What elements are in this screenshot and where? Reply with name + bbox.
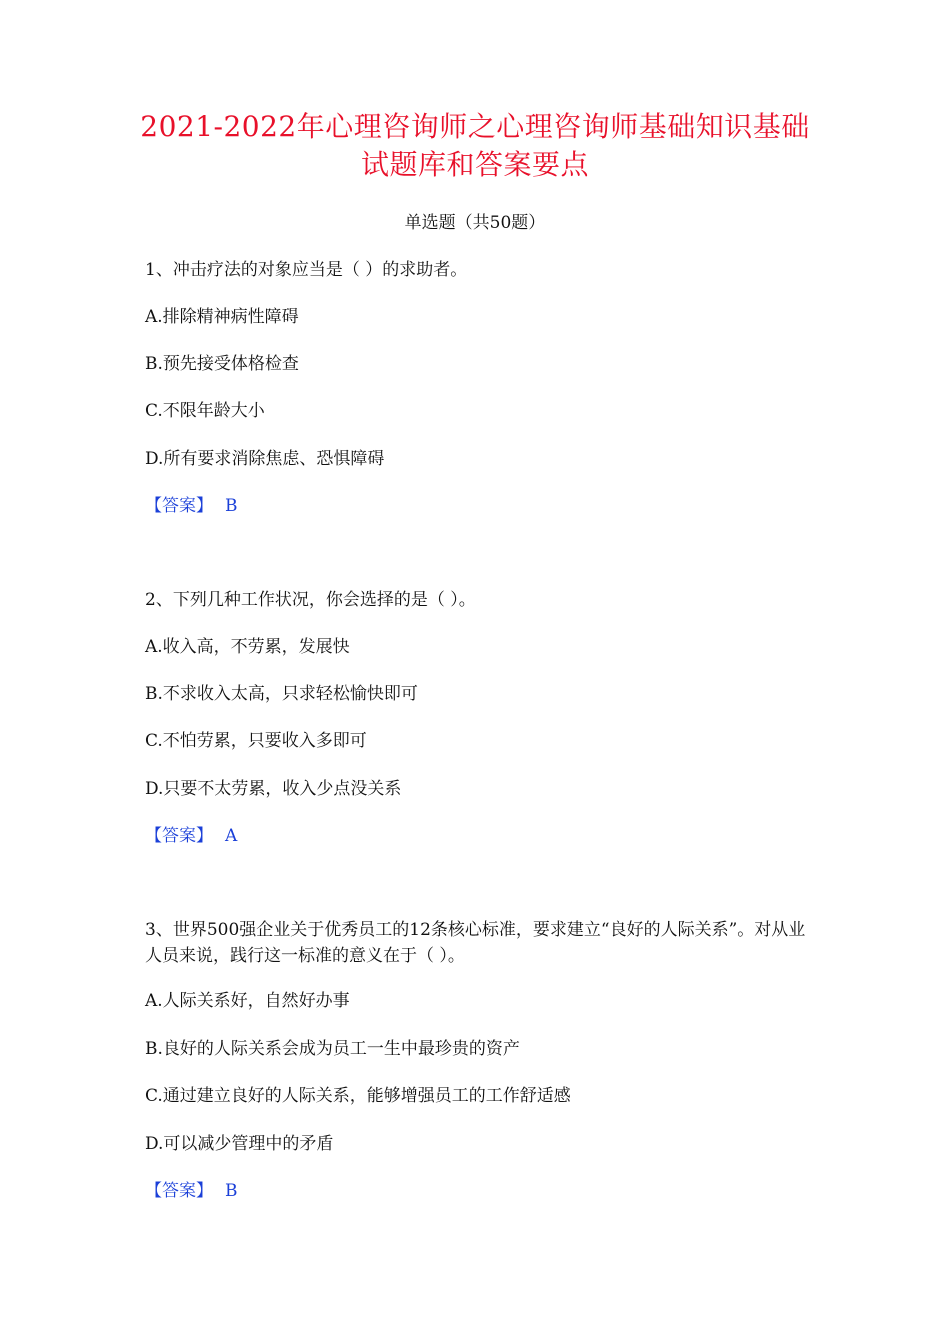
question-1-answer	[145, 495, 815, 517]
question-2-answer	[145, 825, 815, 847]
answer-label: 【答案】	[145, 826, 213, 846]
answer-label: 【答案】	[145, 1181, 213, 1201]
question-1-option-d: D.所有要求消除焦虑、恐惧障碍	[145, 449, 385, 469]
answer-value: A	[225, 826, 238, 846]
question-3-option-c: C.通过建立良好的人际关系，能够增强员工的工作舒适感	[145, 1086, 571, 1106]
question-2-option-b: B.不求收入太高，只求轻松愉快即可	[145, 684, 418, 704]
question-2-stem: 2、下列几种工作状况，你会选择的是（ ）。	[145, 590, 476, 610]
question-3-answer	[145, 1180, 815, 1202]
answer-value: B	[225, 1181, 238, 1201]
document-title-line-2: 试题库和答案要点	[360, 148, 589, 181]
question-1-option-a: A.排除精神病性障碍	[145, 307, 299, 327]
document-title-line-1: 2021-2022年心理咨询师之心理咨询师基础知识基础	[140, 110, 810, 143]
answer-value: B	[225, 496, 238, 516]
question-3-option-b: B.良好的人际关系会成为员工一生中最珍贵的资产	[145, 1039, 520, 1059]
question-2-option-c: C.不怕劳累，只要收入多即可	[145, 731, 367, 751]
question-3-option-a: A.人际关系好，自然好办事	[145, 991, 350, 1011]
question-3-option-d: D.可以减少管理中的矛盾	[145, 1134, 334, 1154]
section-heading: 单选题（共50题）	[404, 213, 546, 233]
question-1-option-c: C.不限年龄大小	[145, 401, 265, 421]
question-3-stem: 3、世界500强企业关于优秀员工的12条核心标准，要求建立“良好的人际关系”。对从业人员来说，践行这一标准的意义在于（ ）。	[145, 920, 806, 966]
question-2-option-d: D.只要不太劳累，收入少点没关系	[145, 779, 402, 799]
document-title	[120, 108, 830, 184]
question-1-option-b: B.预先接受体格检查	[145, 354, 299, 374]
answer-label: 【答案】	[145, 496, 213, 516]
question-1-stem: 1、冲击疗法的对象应当是（ ）的求助者。	[145, 260, 468, 280]
question-2-option-a: A.收入高，不劳累，发展快	[145, 637, 350, 657]
